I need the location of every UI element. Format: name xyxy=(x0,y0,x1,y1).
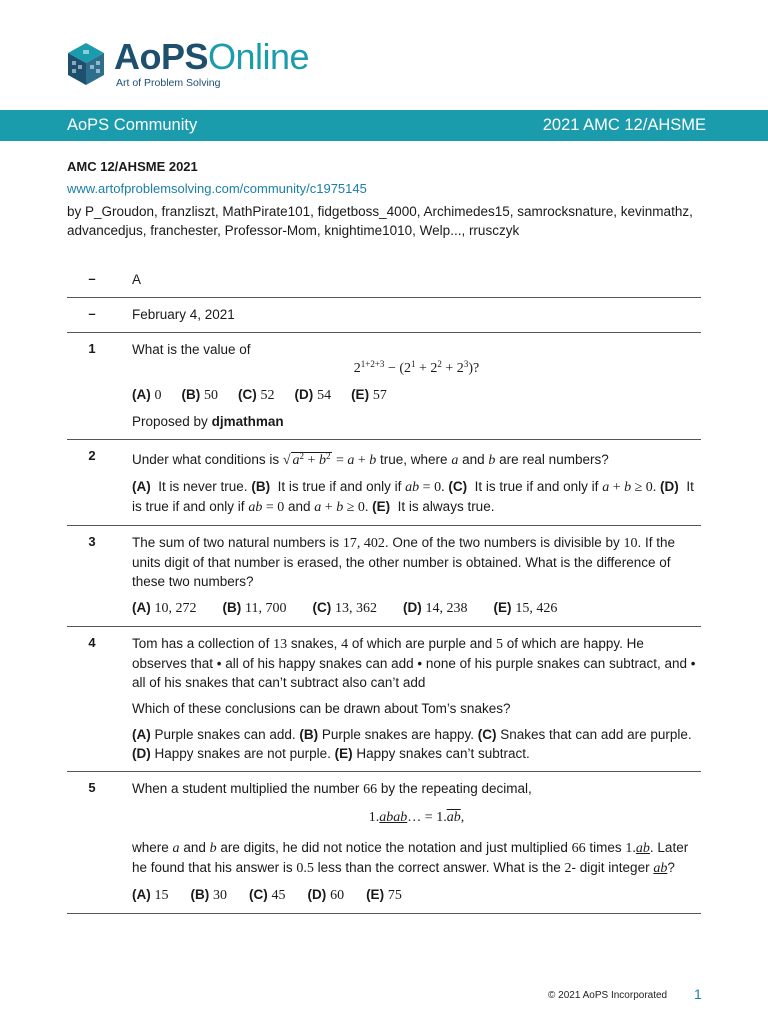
table-row xyxy=(67,298,701,333)
copyright: © 2021 AoPS Incorporated xyxy=(548,990,668,1001)
problem-number: 4 xyxy=(88,635,96,650)
problem-text: Under what conditions is √ $a^2 + b^2 = a + b$ true, where a and b are real numbers? xyxy=(132,451,609,468)
community-label: AoPS Community xyxy=(67,116,198,134)
choice-c: (C) 52 xyxy=(238,387,275,403)
problem-text: When a student multiplied the number 66 by the repeating decimal, xyxy=(132,781,532,797)
problem-text-continued: where a and b are digits, he did not notice the notation and just multiplied 66 times 1.ab. Later he found that his answer is 0.5 less than the correct answer. What is the 2- digit integer ab? xyxy=(132,840,689,876)
problem-3 xyxy=(67,526,701,627)
aops-logo xyxy=(66,36,309,92)
choice-d: (D) 54 xyxy=(294,387,332,403)
contest-label: 2021 AMC 12/AHSME xyxy=(542,116,706,134)
choice-c: (C) 45 xyxy=(249,887,286,903)
exam-date: February 4, 2021 xyxy=(132,307,235,322)
cube-logo-icon xyxy=(66,41,106,87)
logo-product: Online xyxy=(208,36,310,77)
choice-a: (A) 0 xyxy=(132,387,162,403)
community-link[interactable]: www.artofproblemsolving.com/community/c1975145 xyxy=(67,181,367,196)
choice-b: (B) 30 xyxy=(190,887,228,903)
answer-choices: (A) Purple snakes can add. (B) Purple snakes are happy. (C) Snakes that can add are purple. (D) Happy snakes are not purple. (E) Happy snakes can’t subtract. xyxy=(132,727,692,761)
document-meta xyxy=(67,157,703,240)
problem-text: The sum of two natural numbers is 17, 402. One of the two numbers is divisible by 10. If the units digit of that number is erased, the other number is obtained. What is the difference of these two numbers? xyxy=(132,535,676,589)
logo-brand: AoPS xyxy=(114,36,209,77)
display-math: $2^{1+2+3} - (2^1 + 2^2 + 2^3)$? xyxy=(353,359,480,376)
problem-number: 5 xyxy=(88,780,96,795)
problem-4 xyxy=(67,627,701,772)
answer-choices xyxy=(132,885,701,905)
answer-choices: (A) It is never true. (B) It is true if and only if ab = 0. (C) It is true if and only if a + b ≥ 0. (D) It is true if and only if ab = 0 and a + b ≥ 0. (E) It is always true. xyxy=(132,479,694,515)
document-title: AMC 12/AHSME 2021 xyxy=(67,159,198,174)
problem-text: What is the value of xyxy=(132,342,251,357)
problem-number: 3 xyxy=(88,534,96,549)
answer-choices xyxy=(132,598,701,618)
problem-2 xyxy=(67,440,701,526)
choice-d: (D) 14, 238 xyxy=(403,600,468,616)
row-marker: – xyxy=(88,271,96,286)
problem-number: 1 xyxy=(88,341,96,356)
problem-list xyxy=(67,263,701,914)
page-number: 1 xyxy=(694,986,702,1002)
table-row xyxy=(67,263,701,298)
problem-1 xyxy=(67,333,701,440)
choice-b: (B) 11, 700 xyxy=(222,600,287,616)
choice-e: (E) 15, 426 xyxy=(493,600,558,616)
problem-number: 2 xyxy=(88,448,96,463)
header-bar xyxy=(0,110,768,141)
choice-c: (C) 13, 362 xyxy=(312,600,378,616)
problem-question: Which of these conclusions can be drawn about Tom’s snakes? xyxy=(132,701,511,716)
exam-version: A xyxy=(132,272,142,287)
row-marker: – xyxy=(88,306,96,321)
choice-b: (B) 50 xyxy=(181,387,219,403)
choice-a: (A) 10, 272 xyxy=(132,600,197,616)
proposer-name: djmathman xyxy=(211,414,284,429)
choice-d: (D) 60 xyxy=(307,887,345,903)
choice-e: (E) 57 xyxy=(351,387,387,403)
problem-5 xyxy=(67,772,701,914)
logo-tagline: Art of Problem Solving xyxy=(116,77,221,89)
choice-a: (A) 15 xyxy=(132,887,169,903)
answer-choices xyxy=(132,385,701,405)
display-math: 1.abab… = $1.\overline{ab}$, xyxy=(368,810,465,825)
problem-text: Tom has a collection of 13 snakes, 4 of which are purple and 5 of which are happy. He observes that • all of his happy snakes can add • none of his purple snakes can subtract, and • all of his snakes that can’t subtract also can’t add xyxy=(132,636,696,690)
proposed-by: Proposed by djmathman xyxy=(132,414,284,429)
authors-line: by P_Groudon, franzliszt, MathPirate101, fidgetboss_4000, Archimedes15, samrocksnature, kevinmathz, advancedjus, franchester, Professor-Mom, knightime1010, Welp..., rrusczyk xyxy=(67,204,693,238)
choice-e: (E) 75 xyxy=(366,887,402,903)
